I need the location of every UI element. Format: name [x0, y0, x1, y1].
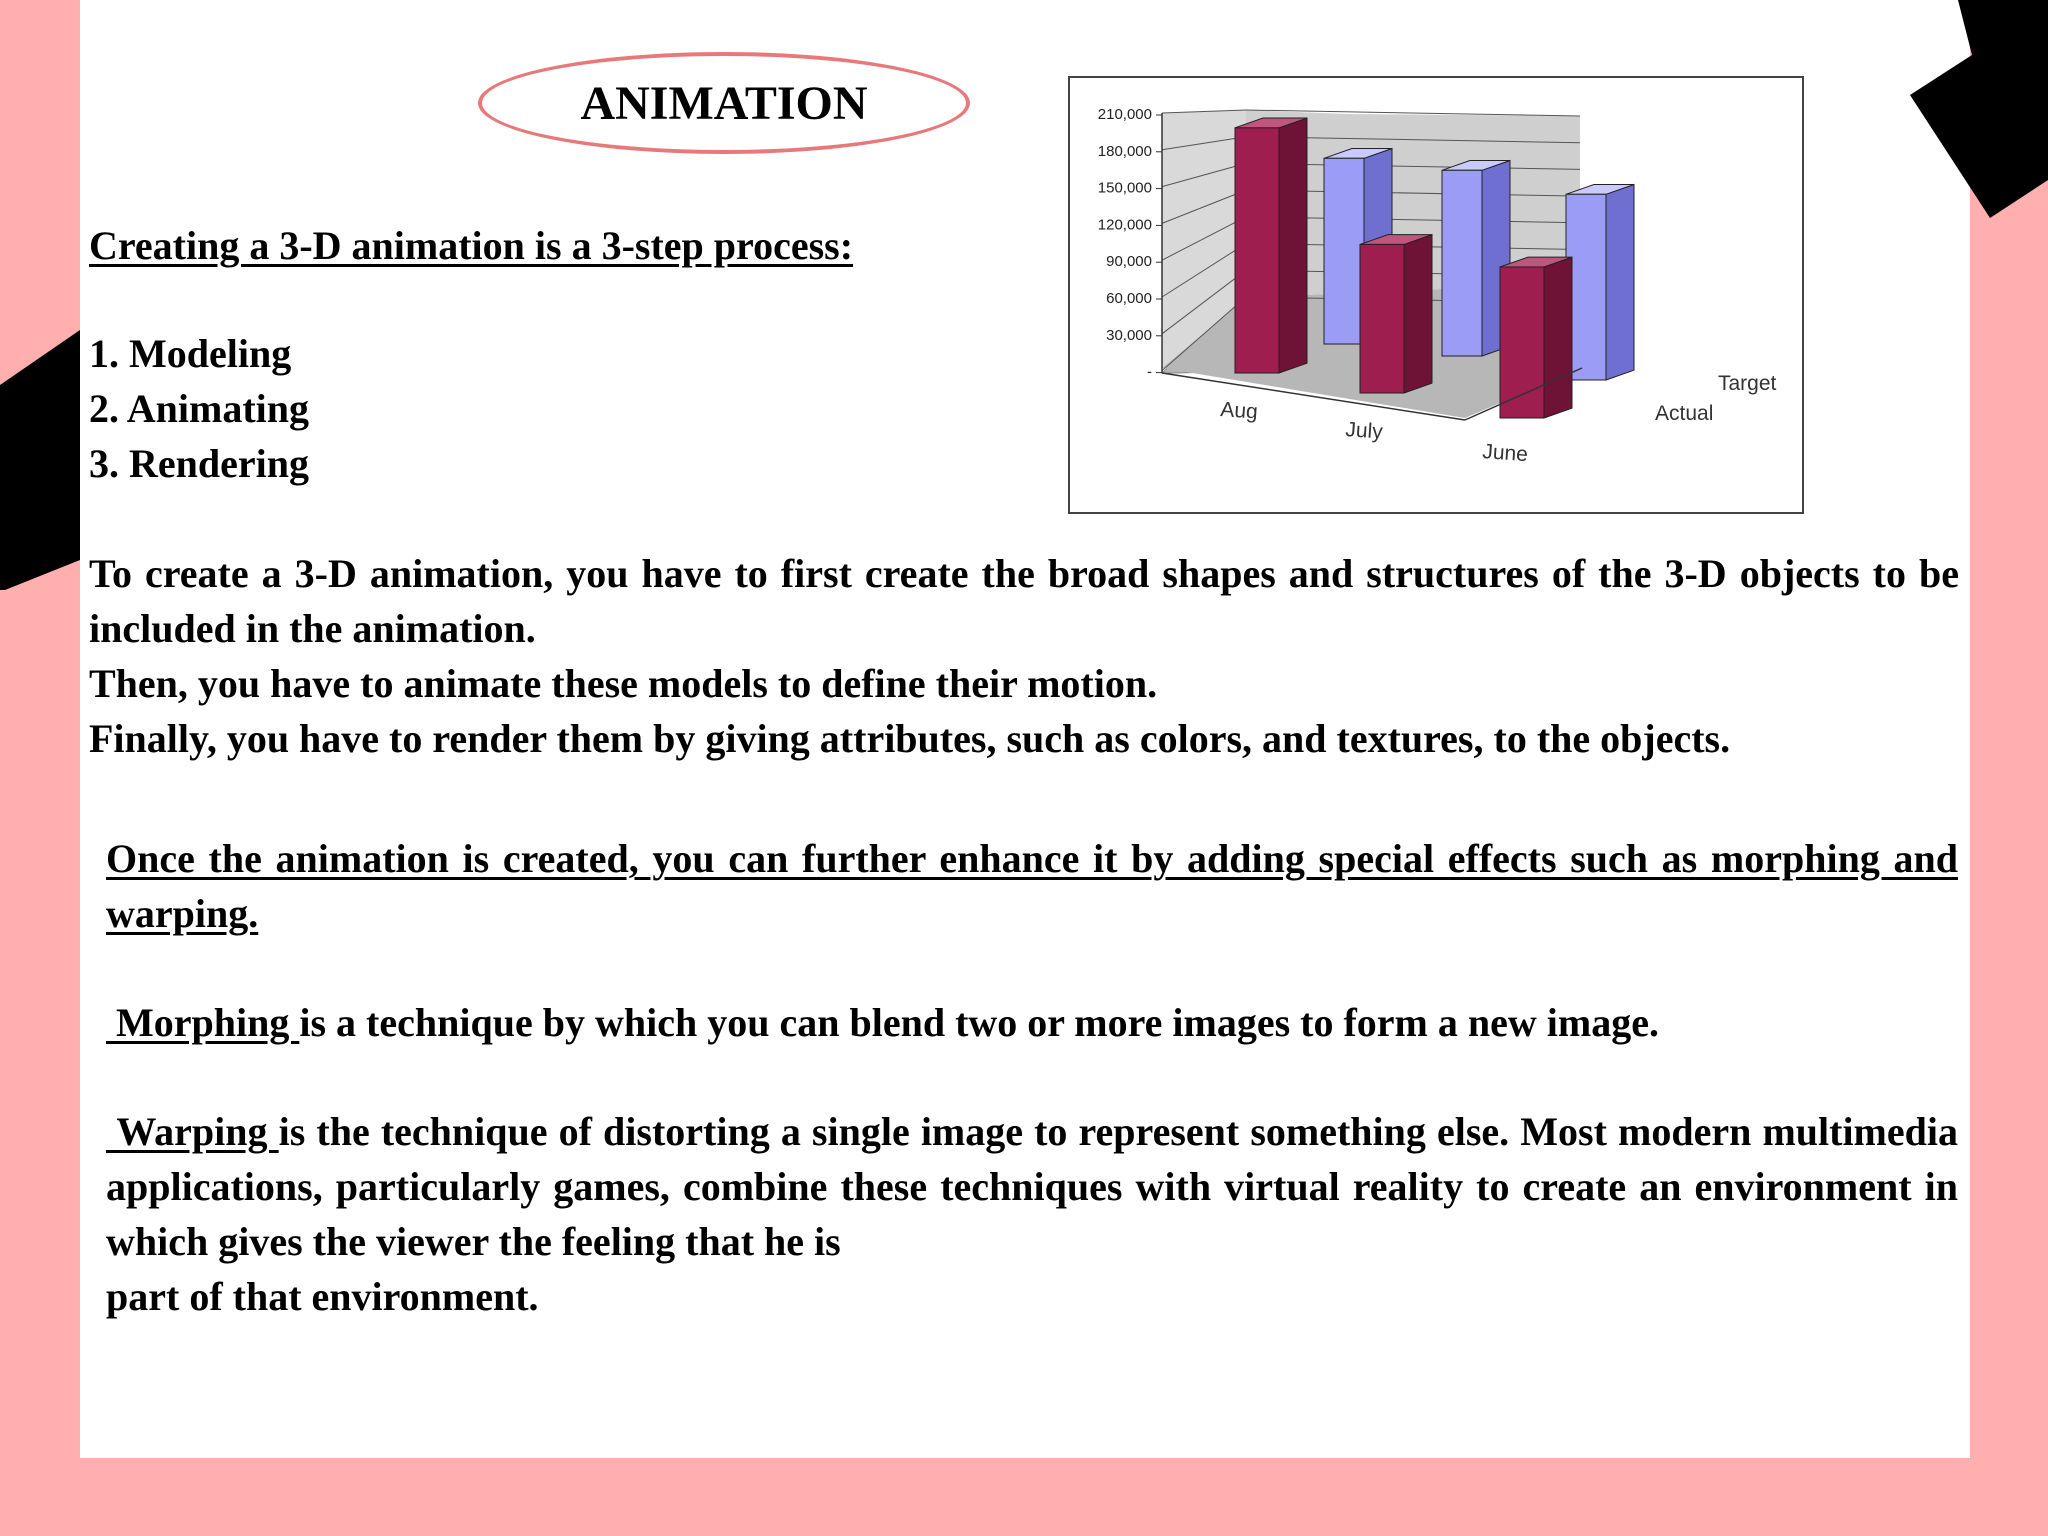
warping-end: part of that environment. [106, 1274, 539, 1319]
y-tick-label: 180,000 [1097, 142, 1152, 160]
chart-canvas [1070, 78, 1804, 514]
bar-target-July [1442, 170, 1482, 356]
series-label-actual: Actual [1655, 402, 1714, 425]
y-tick-label: 120,000 [1097, 216, 1152, 234]
process-heading [89, 218, 853, 273]
bar-actual-June-side [1544, 257, 1572, 418]
bar-chart [1068, 76, 1804, 514]
top-right-corner-decoration [1890, 0, 2048, 220]
y-tick-label: 30,000 [1106, 326, 1152, 344]
category-label: June [1481, 440, 1529, 467]
category-label: Aug [1219, 398, 1259, 424]
category-label: July [1344, 418, 1384, 444]
slide-title: ANIMATION [478, 52, 970, 154]
bar-actual-July [1360, 244, 1404, 393]
morphing-term: Morphing [106, 1000, 300, 1045]
para1-line3: Finally, you have to render them by giving attributes, such as colors, and textures, to the objects. [89, 716, 1731, 761]
paragraph-enhance [106, 831, 1958, 941]
series-label-target: Target [1718, 372, 1777, 395]
bar-actual-Aug-side [1279, 118, 1307, 373]
warping-term: Warping [106, 1109, 279, 1154]
y-tick-label: 60,000 [1106, 290, 1152, 307]
bar-actual-July-side [1404, 235, 1432, 393]
step-rendering: 3. Rendering [89, 441, 309, 486]
para1-line2: Then, you have to animate these models to define their motion. [89, 661, 1158, 706]
y-tick-label: - [1147, 363, 1152, 381]
paragraph-morphing [106, 995, 1958, 1050]
morphing-definition: is a technique by which you can blend two or more images to form a new image. [299, 1000, 1659, 1045]
paragraph-warping [106, 1104, 1958, 1324]
steps-list [89, 326, 309, 491]
warping-definition: is the technique of distorting a single image to represent something else. Most modern multimedia applications, particularly games, combine these techniques with virtual reality to create an environment in which gives the viewer the feeling that he is [106, 1109, 1958, 1264]
y-tick-label: 90,000 [1106, 253, 1152, 271]
step-animating: 2. Animating [89, 386, 310, 431]
y-tick-label: 210,000 [1097, 106, 1152, 123]
para1-line1: To create a 3-D animation, you have to first create the broad shapes and structures of the 3-D objects to be included in the animation. [89, 551, 1959, 651]
bar-target-June-side [1606, 184, 1634, 380]
para2-text: Once the animation is created, you can further enhance it by adding special effects such as morphing and warping. [106, 836, 1958, 936]
step-modeling: 1. Modeling [89, 331, 292, 376]
y-tick-label: 150,000 [1097, 179, 1152, 197]
bar-actual-Aug [1235, 128, 1279, 373]
bar-target-Aug [1324, 158, 1364, 344]
paragraph-process [89, 546, 1959, 766]
process-heading-text: Creating a 3-D animation is a 3-step process: [89, 223, 854, 268]
left-edge-decoration [0, 330, 82, 590]
